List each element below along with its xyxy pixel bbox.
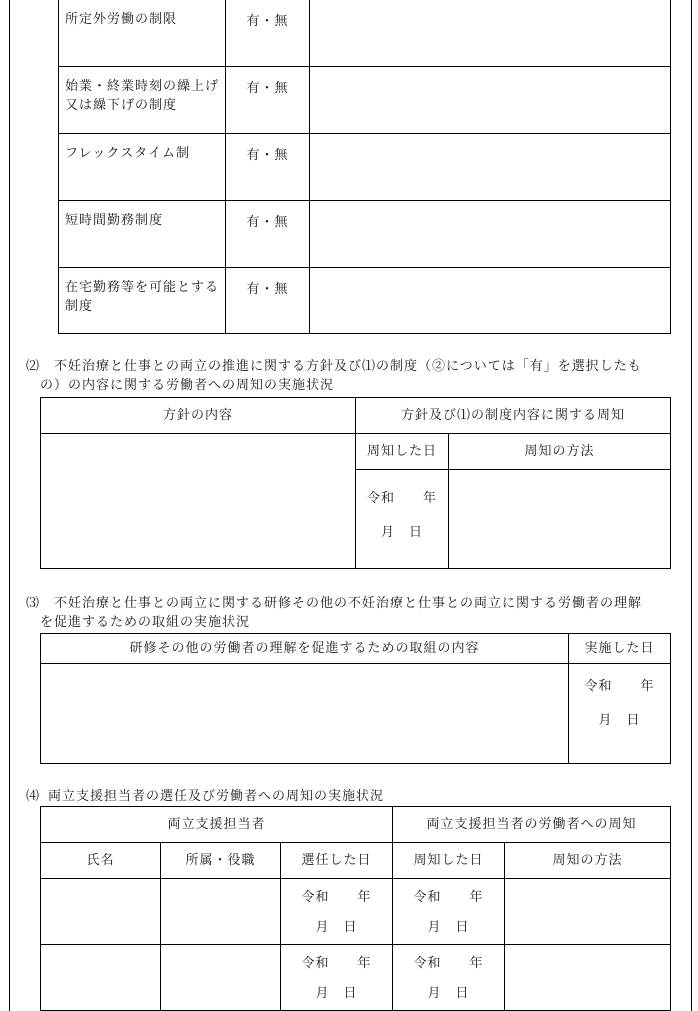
- table-row: [59, 134, 671, 201]
- support-staff-table: [40, 806, 671, 1011]
- notice-method-header: 周知の方法: [449, 434, 671, 470]
- date-era: 令和 年: [301, 890, 372, 905]
- system-detail-field[interactable]: [310, 268, 671, 334]
- notice-method-field[interactable]: [505, 879, 671, 945]
- section4-heading: [26, 787, 690, 806]
- date-era: 令和 年: [584, 679, 655, 694]
- notice-date-header: 周知した日: [393, 843, 505, 879]
- section-title-line2: を促進するための取組の実施状況: [40, 615, 251, 630]
- date-era: 令和 年: [413, 956, 484, 971]
- notice-date-field[interactable]: [393, 879, 505, 945]
- date-month-day: 月 日: [598, 713, 641, 728]
- section-number: ⑵: [26, 359, 41, 374]
- date-month-day: 月 日: [380, 525, 423, 540]
- table-row: [59, 67, 671, 134]
- system-detail-field[interactable]: [310, 201, 671, 268]
- date-month-day: 月 日: [427, 920, 470, 935]
- section3-heading: [26, 594, 690, 632]
- notice-header: 方針及び⑴の制度内容に関する周知: [356, 398, 671, 434]
- section2-heading: [26, 357, 690, 395]
- appointed-date-header: 選任した日: [281, 843, 393, 879]
- department-field[interactable]: [161, 945, 281, 1011]
- notice-method-field[interactable]: [505, 945, 671, 1011]
- name-header: 氏名: [41, 843, 161, 879]
- section-title: 両立支援担当者の選任及び労働者への周知の実施状況: [48, 789, 385, 804]
- section-number: ⑷: [26, 789, 41, 804]
- yes-no-choice[interactable]: 有・無: [226, 0, 310, 67]
- system-detail-field[interactable]: [310, 0, 671, 67]
- system-detail-field[interactable]: [310, 134, 671, 201]
- system-label: 所定外労働の制限: [59, 0, 226, 67]
- table-row: [59, 268, 671, 334]
- department-field[interactable]: [161, 879, 281, 945]
- notice-method-field[interactable]: [449, 470, 671, 569]
- date-month-day: 月 日: [315, 986, 358, 1001]
- initiative-content-field[interactable]: [41, 664, 569, 764]
- section-number: ⑶: [26, 596, 41, 611]
- appointed-date-field[interactable]: [281, 945, 393, 1011]
- section-title-line1: 不妊治療と仕事との両立の推進に関する方針及び⑴の制度（②については「有」を選択したも: [54, 359, 642, 374]
- table-row: [41, 879, 671, 945]
- yes-no-choice[interactable]: 有・無: [226, 134, 310, 201]
- system-label: 短時間勤務制度: [59, 201, 226, 268]
- date-month-day: 月 日: [315, 920, 358, 935]
- date-era: 令和 年: [301, 956, 372, 971]
- policy-content-field[interactable]: [41, 434, 356, 569]
- notice-date-header: 周知した日: [356, 434, 449, 470]
- staff-group-header: 両立支援担当者: [41, 807, 393, 843]
- yes-no-choice[interactable]: 有・無: [226, 67, 310, 134]
- notice-group-header: 両立支援担当者の労働者への周知: [393, 807, 671, 843]
- appointed-date-field[interactable]: [281, 879, 393, 945]
- initiative-content-header: 研修その他の労働者の理解を促進するための取組の内容: [41, 634, 569, 664]
- system-label: 在宅勤務等を可能とする制度: [59, 268, 226, 334]
- section-title-line1: 不妊治療と仕事との両立に関する研修その他の不妊治療と仕事との両立に関する労働者の理解: [54, 596, 643, 611]
- name-field[interactable]: [41, 879, 161, 945]
- policy-header: 方針の内容: [41, 398, 356, 434]
- system-label: フレックスタイム制: [59, 134, 226, 201]
- section-title-line2: の）の内容に関する労働者への周知の実施状況: [40, 378, 335, 393]
- system-label: 始業・終業時刻の繰上げ又は繰下げの制度: [59, 67, 226, 134]
- initiative-table: [40, 633, 671, 764]
- notice-date-field[interactable]: [393, 945, 505, 1011]
- notice-method-header: 周知の方法: [505, 843, 671, 879]
- implemented-date-header: 実施した日: [569, 634, 671, 664]
- table-row: [59, 201, 671, 268]
- table-row: [59, 0, 671, 67]
- yes-no-choice[interactable]: 有・無: [226, 201, 310, 268]
- system-table: [58, 0, 671, 334]
- system-detail-field[interactable]: [310, 67, 671, 134]
- name-field[interactable]: [41, 945, 161, 1011]
- department-header: 所属・役職: [161, 843, 281, 879]
- implemented-date-field[interactable]: [569, 664, 671, 764]
- date-month-day: 月 日: [427, 986, 470, 1001]
- notice-date-field[interactable]: [356, 470, 449, 569]
- date-era: 令和 年: [366, 491, 437, 506]
- yes-no-choice[interactable]: 有・無: [226, 268, 310, 334]
- table-row: [41, 945, 671, 1011]
- policy-table: [40, 397, 671, 569]
- date-era: 令和 年: [413, 890, 484, 905]
